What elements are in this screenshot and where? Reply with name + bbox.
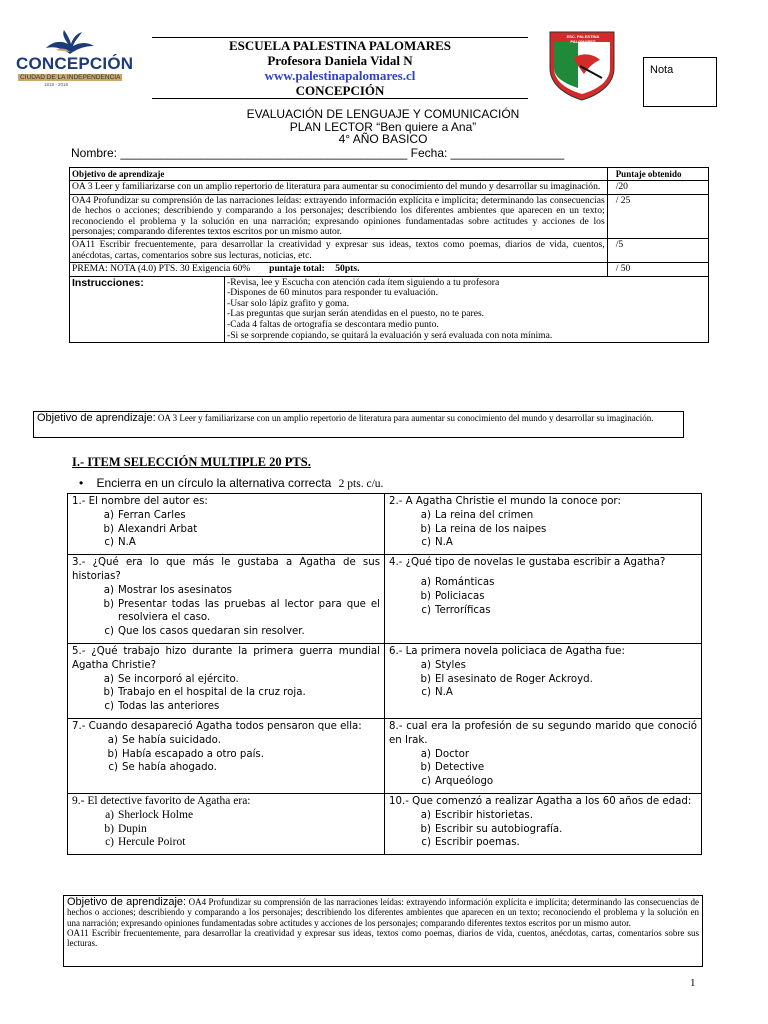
instruction-item: -Si se sorprende copiando, se quitará la evaluación y será evaluada con nota mínima. [227, 329, 553, 341]
table-row [70, 194, 709, 239]
option-b[interactable]: b) Presentar todas las pruebas al lector para que el resolviera el caso. [103, 598, 380, 624]
objective-oa4-text: OA4 Profundizar su comprensión de las narraciones leídas: extrayendo información explícita e implícita; determinando las consecuencias de hechos o acciones; describiendo y comparando a los personajes; describiendo los diferentes ambientes que aparecen en un texto; reconociendo el problema y la solución en una narración; expresando opiniones fundamentadas sobre actitudes y acciones de los personajes; comparando diferentes textos escritos por un mismo autor. [67, 897, 700, 928]
concepcion-logo [14, 30, 134, 87]
option-a[interactable]: a) Mostrar los asesinatos [103, 584, 232, 596]
questions-grid [67, 493, 702, 855]
question-row [68, 793, 702, 854]
school-crest-logo [544, 28, 620, 102]
bird-emblem-icon [40, 30, 100, 56]
option-c[interactable]: c) N.A [421, 537, 453, 549]
total-label: puntaje total: [269, 263, 325, 275]
question-7 [68, 718, 385, 793]
score-oa11[interactable]: /5 [607, 239, 708, 263]
option-c[interactable]: c) Se había ahogado. [108, 762, 217, 774]
objectives-score-table [69, 167, 709, 343]
table-row [70, 181, 709, 194]
summary-cell [70, 263, 608, 276]
total-value: 50pts. [335, 263, 360, 275]
question-stem: 3.- ¿Qué era lo que más le gustaba a Agatha de sus historias? [72, 557, 380, 582]
question-stem: 10.- Que comenzó a realizar Agatha a los 60 años de edad: [389, 795, 692, 807]
option-c[interactable]: c) Todas las anteriores [104, 701, 220, 713]
city-name: CONCEPCIÓN [152, 83, 528, 99]
grade-box[interactable] [643, 57, 717, 107]
instruction-item: -Cada 4 faltas de ortografía se descontara medio punto. [227, 319, 439, 331]
header-score: Puntaje obtenido [607, 168, 708, 181]
instructions-label: Instrucciones: [70, 276, 225, 343]
logo-wordmark: CONCEPCIÓN [16, 54, 134, 73]
score-oa4[interactable]: / 25 [607, 194, 708, 239]
question-row [68, 643, 702, 718]
prema-info: PREMA: NOTA (4.0) PTS. 30 Exigencia 60% [72, 263, 251, 275]
question-8 [385, 718, 702, 793]
table-row [70, 239, 709, 263]
option-a[interactable]: a) Escribir historietas. [420, 809, 533, 821]
page-number: 1 [690, 977, 696, 989]
question-4 [385, 555, 702, 644]
option-a[interactable]: a) Se incorporó al ejército. [103, 673, 239, 685]
question-row [68, 718, 702, 793]
title-line-plan: PLAN LECTOR “Ben quiere a Ana” [289, 119, 477, 134]
logo-years: 1818 - 2018 [44, 82, 69, 87]
option-a[interactable]: a) Doctor [420, 748, 470, 760]
objective-strip-label: Objetivo de aprendizaje: [37, 412, 156, 424]
summary-row [70, 263, 709, 276]
option-b[interactable]: b) Detective [420, 762, 485, 774]
school-name: ESCUELA PALESTINA PALOMARES [228, 38, 451, 53]
objective-oa11: OA11 Escribir frecuentemente, para desarrollar la creatividad y expresar sus ideas, textos como poemas, diarios de vida, cuentos, anécdotas, cartas, comentarios sobre sus lecturas, noticias, etc. [70, 239, 608, 263]
question-stem: 8.- cual era la profesión de su segundo marido que conoció en Irak. [389, 720, 697, 746]
bottom-objectives-box [63, 895, 703, 967]
question-1 [68, 494, 385, 555]
instruction-main: Encierra en un círculo la alternativa correcta [96, 476, 332, 490]
option-b[interactable]: b) Policiacas [420, 590, 485, 602]
option-a[interactable]: a) Styles [420, 659, 466, 671]
question-stem: 6.- La primera novela policiaca de Agatha fue: [389, 645, 625, 657]
option-c[interactable]: c) Hercule Poirot [105, 836, 186, 849]
option-c[interactable]: c) Arqueólogo [421, 776, 494, 788]
teacher-name: Profesora Daniela Vidal N [267, 53, 413, 68]
objective-strip-text: OA 3 Leer y familiarizarse con un amplio repertorio de literatura para aumentar su conocimiento del mundo y desarrollar su imaginación. [157, 413, 654, 423]
option-b[interactable]: b) Alexandri Arbat [103, 523, 198, 535]
question-10 [385, 793, 702, 854]
student-name-date-field[interactable]: Nombre: ___________________________________________ Fecha: _________________ [71, 146, 565, 160]
question-5 [68, 643, 385, 718]
question-row [68, 555, 702, 644]
option-a[interactable]: a) Se había suicidado. [107, 734, 221, 746]
option-c[interactable]: c) N.A [104, 537, 136, 549]
logo-tagline: CIUDAD DE LA INDEPENDENCIA [20, 74, 121, 81]
question-9 [68, 793, 385, 854]
instruction-points: 2 pts. c/u. [338, 478, 384, 490]
option-c[interactable]: c) Que los casos quedaran sin resolver. [104, 626, 305, 638]
question-row [68, 494, 702, 555]
objective-strip [33, 411, 684, 438]
option-b[interactable]: b) Había escapado a otro país. [107, 748, 264, 760]
option-b[interactable]: b) Trabajo en el hospital de la cruz roja. [103, 687, 306, 699]
objective-oa3: OA 3 Leer y familiarizarse con un amplio repertorio de literatura para aumentar su conocimiento del mundo y desarrollar su imaginación. [70, 181, 608, 194]
option-c[interactable]: c) N.A [421, 687, 453, 699]
option-a[interactable]: a) Románticas [420, 576, 495, 588]
school-header [152, 37, 528, 99]
title-line-grade: 4° AÑO BASICO [338, 132, 428, 146]
instruction-item: -Dispones de 60 minutos para responder tu evaluación. [227, 287, 439, 299]
option-b[interactable]: b) La reina de los naipes [420, 523, 547, 535]
option-b[interactable]: b) El asesinato de Roger Ackroyd. [420, 673, 593, 685]
instruction-item: -Revisa, lee y Escucha con atención cada ítem siguiendo a tu profesora [227, 276, 500, 288]
header-objective: Objetivo de aprendizaje [70, 168, 608, 181]
bullet-icon: • [79, 476, 84, 490]
instructions-list [225, 276, 709, 343]
bottom-objectives-label: Objetivo de aprendizaje: [67, 896, 187, 908]
question-stem: 7.- Cuando desapareció Agatha todos pensaron que ella: [72, 720, 362, 732]
section-title: I.- ITEM SELECCIÓN MULTIPLE 20 PTS. [72, 455, 311, 469]
question-6 [385, 643, 702, 718]
crest-text: ESC. PALESTINA PALOMARES [566, 34, 600, 44]
option-c[interactable]: c) Escribir poemas. [421, 837, 520, 849]
school-url-link[interactable]: www.palestinapalomares.cl [264, 68, 416, 83]
question-stem: 2.- A Agatha Christie el mundo la conoce por: [389, 496, 621, 507]
question-stem: 5.- ¿Qué trabajo hizo durante la primera guerra mundial Agatha Christie? [72, 645, 380, 671]
option-a[interactable]: a) La reina del crimen [420, 509, 534, 521]
option-b[interactable]: b) Dupin [104, 822, 147, 835]
section-instruction [79, 476, 383, 490]
instruction-item: -Usar solo lápiz grafito y goma. [227, 297, 350, 309]
question-2 [385, 494, 702, 555]
evaluation-title [150, 108, 616, 146]
question-stem: 4.- ¿Qué tipo de novelas le gustaba escribir a Agatha? [389, 557, 666, 569]
title-line-subject: EVALUACIÓN DE LENGUAJE Y COMUNICACIÓN [246, 107, 520, 121]
score-total[interactable]: / 50 [607, 263, 708, 276]
question-stem: 1.- El nombre del autor es: [72, 496, 208, 507]
option-a[interactable]: a) Ferran Carles [103, 509, 186, 521]
instruction-item: -Las preguntas que surjan serán atendidas en el puesto, no te pares. [227, 308, 485, 320]
score-oa3[interactable]: /20 [607, 181, 708, 194]
objective-oa11-text: OA11 Escribir frecuentemente, para desarrollar la creatividad y expresar sus ideas, textos como poemas, diarios de vida, cuentos, anécdotas, cartas, comentarios sobre sus lecturas. [67, 927, 699, 949]
grade-label: Nota [650, 64, 674, 76]
option-b[interactable]: b) Escribir su autobiografía. [420, 823, 563, 835]
objective-oa4: OA4 Profundizar su comprensión de las narraciones leídas: extrayendo información explícita e implícita; determinando las consecuencias de hechos o acciones; describiendo y comparando a los personajes; describiendo los diferentes ambientes que aparecen en un texto; reconociendo el problema y la solución en una narración; expresando opiniones fundamentadas sobre actitudes y acciones de los personajes; comparando diferentes textos escritos por un mismo autor. [70, 194, 608, 239]
instructions-row [70, 276, 709, 343]
table-header-row [70, 168, 709, 181]
option-c[interactable]: c) Terroríficas [421, 604, 491, 616]
question-stem: 9.- El detective favorito de Agatha era: [72, 794, 251, 807]
question-3 [68, 555, 385, 644]
option-a[interactable]: a) Sherlock Holme [105, 808, 194, 821]
